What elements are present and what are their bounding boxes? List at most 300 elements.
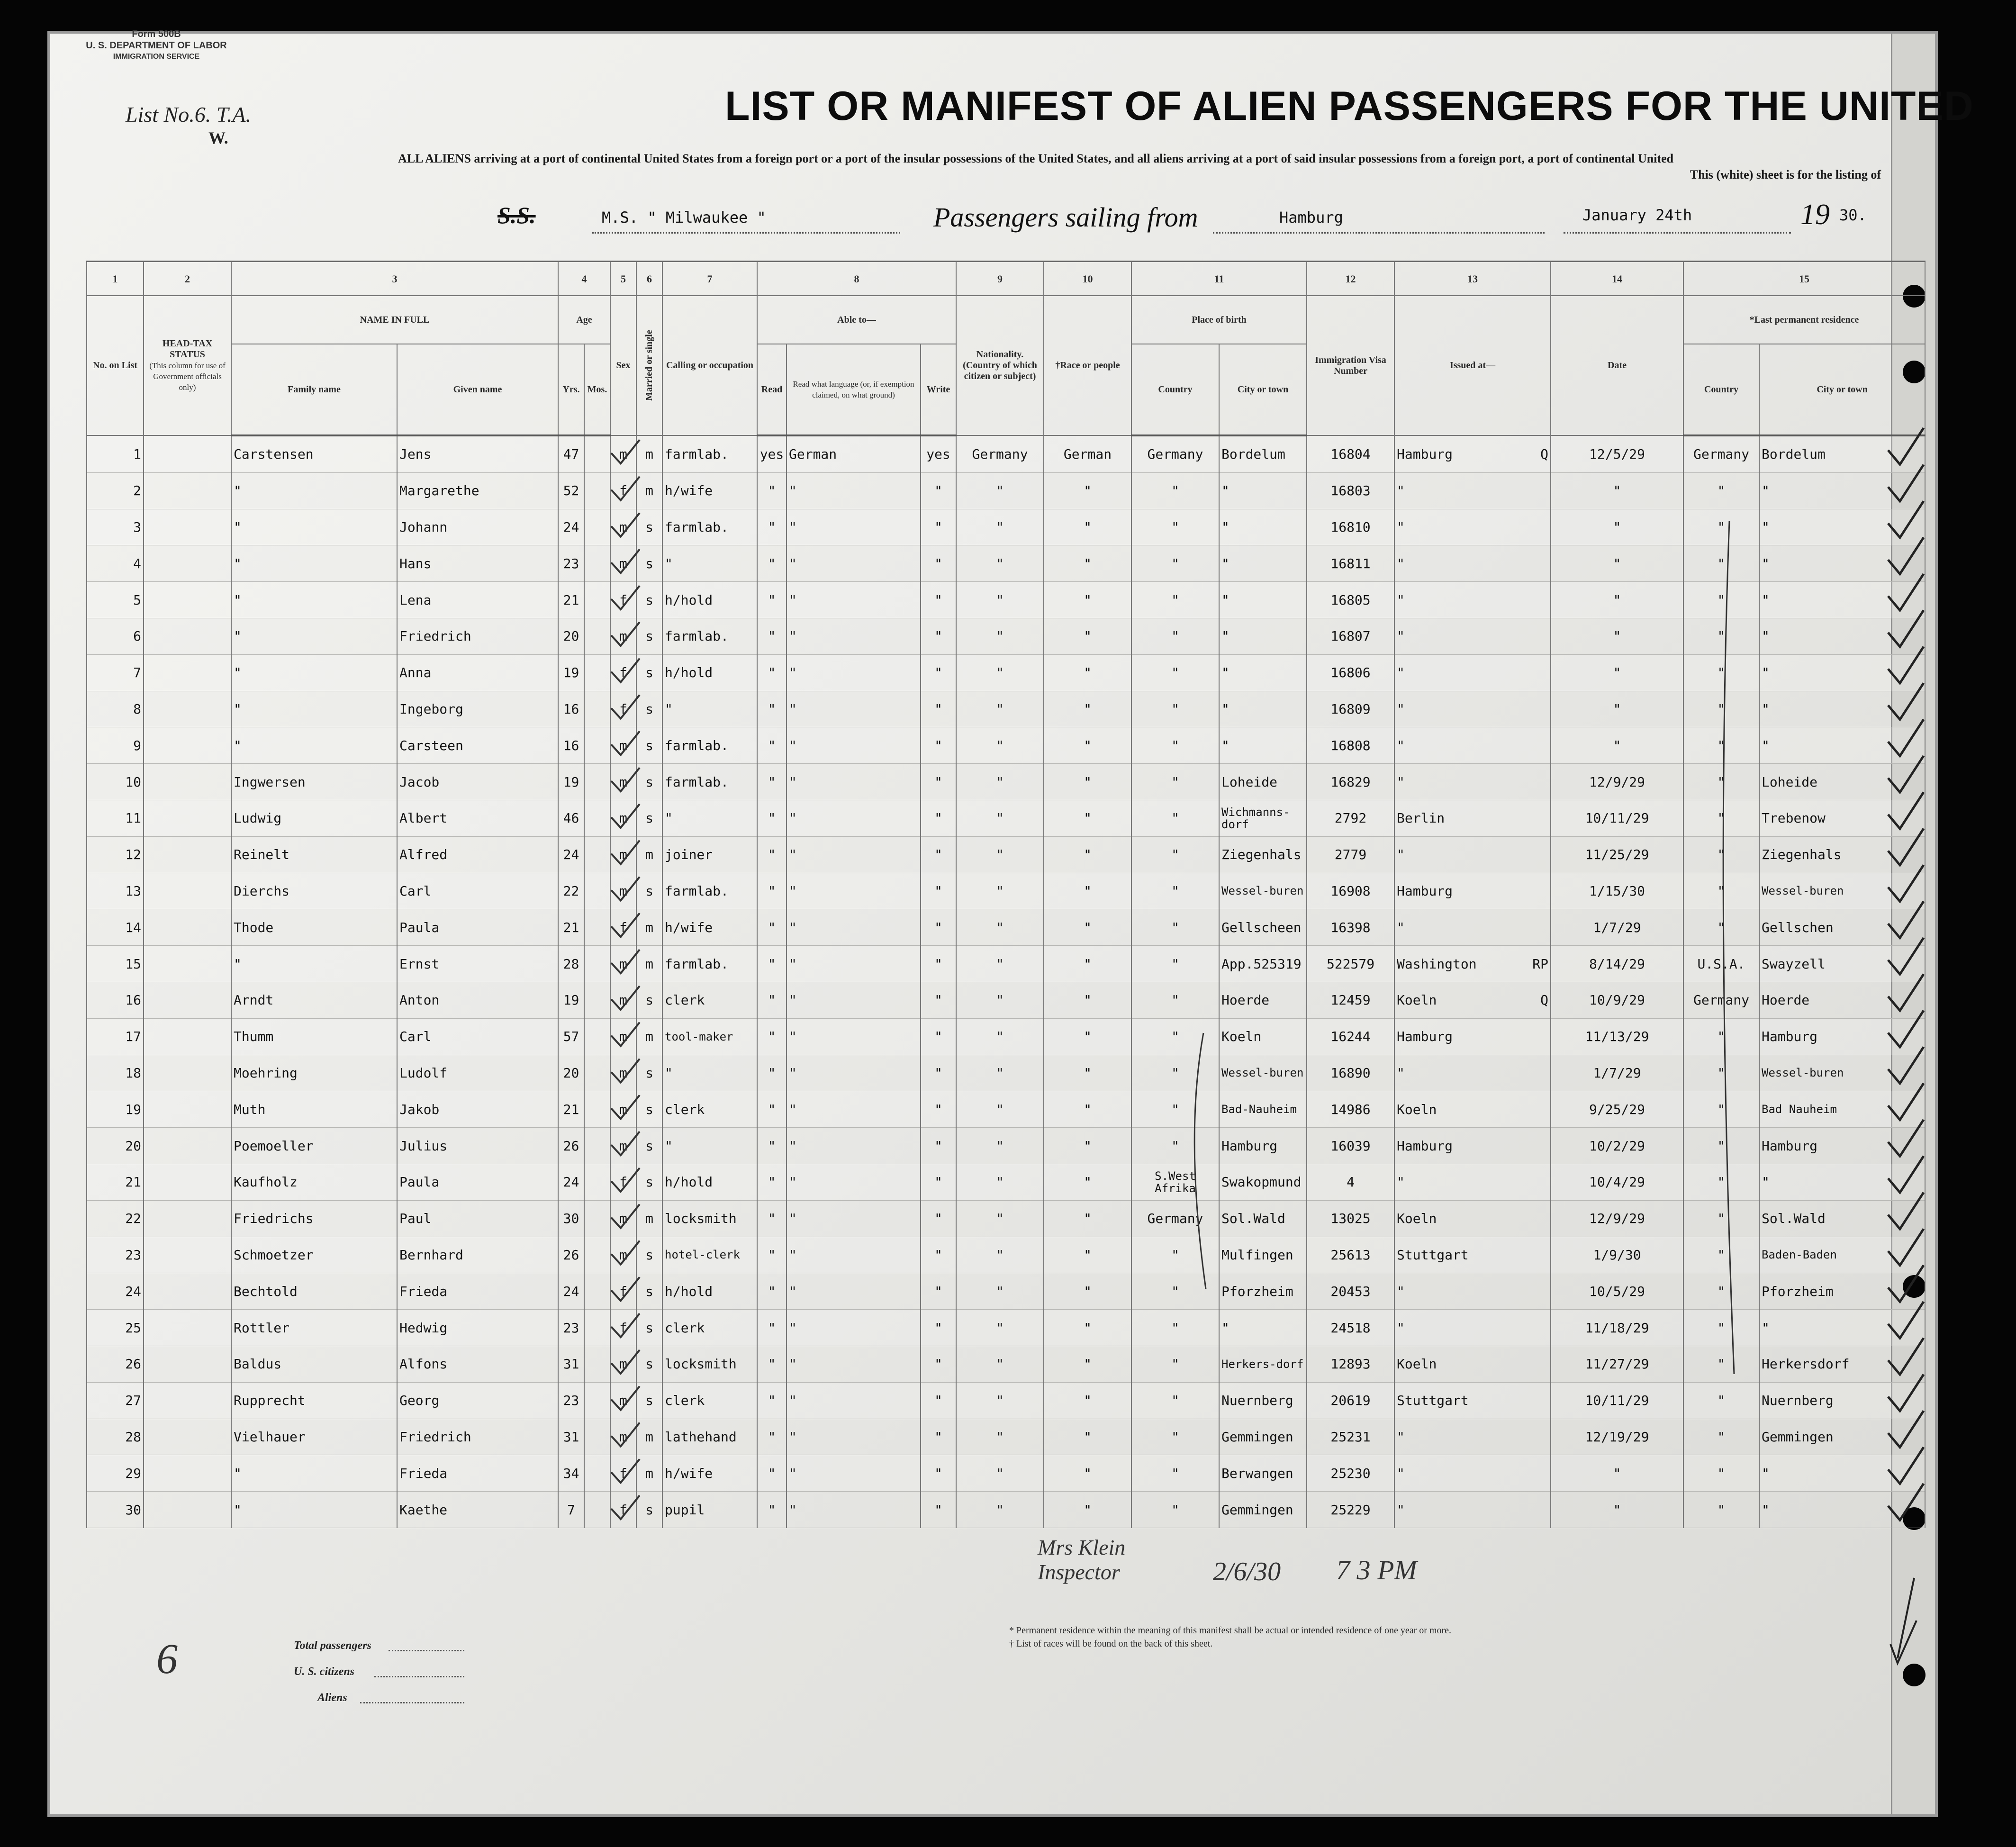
instruction-line-1: ALL ALIENS arriving at a port of continental United States from a foreign port or a port of the insular possessions of the United States, and all aliens arriving at a port of said insular possessions from a foreign port, a port of continental United	[398, 152, 1674, 165]
birth-city-cell: "	[1219, 509, 1307, 545]
race-header: †Race or people	[1044, 296, 1131, 435]
race-cell: "	[1044, 509, 1131, 545]
given-name-cell: Frieda	[397, 1273, 558, 1310]
instruction-line-2: This (white) sheet is for the listing of	[1690, 168, 1881, 181]
issued-at-cell: Stuttgart	[1394, 1237, 1551, 1273]
marital-status-cell: s	[636, 1091, 662, 1128]
sex-cell: m	[610, 727, 636, 764]
visa-number-cell: 20619	[1307, 1382, 1394, 1419]
issued-at-cell: "	[1394, 1455, 1551, 1492]
mos-header: Mos.	[584, 344, 610, 435]
row-number: 6	[87, 618, 144, 654]
visa-number-cell: 12893	[1307, 1346, 1394, 1382]
res-city-header: City or town	[1759, 344, 1925, 435]
given-name-cell: Hedwig	[397, 1310, 558, 1346]
given-name-cell: Carl	[397, 1018, 558, 1055]
birth-city-cell: App.525319	[1219, 946, 1307, 982]
occupation-cell: tool-maker	[662, 1018, 757, 1055]
occupation-cell: clerk	[662, 1091, 757, 1128]
row-number: 17	[87, 1018, 144, 1055]
ship-name: M.S. " Milwaukee "	[602, 208, 766, 226]
nationality-cell: "	[956, 545, 1044, 582]
birth-city-cell: "	[1219, 727, 1307, 764]
read-cell: "	[757, 1455, 787, 1492]
age-years-cell: 52	[558, 472, 584, 509]
family-name-cell: "	[231, 727, 397, 764]
residence-country-cell: "	[1683, 1237, 1759, 1273]
age-years-cell: 31	[558, 1419, 584, 1455]
visa-date-cell: 11/27/29	[1551, 1346, 1683, 1382]
given-name-cell: Georg	[397, 1382, 558, 1419]
residence-city-cell: Gemmingen	[1759, 1419, 1925, 1455]
occupation-cell: lathehand	[662, 1419, 757, 1455]
write-cell: "	[921, 873, 956, 909]
write-cell: "	[921, 946, 956, 982]
marital-status-cell: m	[636, 836, 662, 873]
marital-status-cell: s	[636, 509, 662, 545]
issued-at-cell: Hamburg	[1394, 873, 1551, 909]
residence-country-cell: "	[1683, 1018, 1759, 1055]
residence-city-cell: Hoerde	[1759, 982, 1925, 1018]
visa-date-cell: "	[1551, 654, 1683, 691]
read-cell: "	[757, 582, 787, 618]
race-cell: "	[1044, 800, 1131, 836]
race-cell: "	[1044, 1273, 1131, 1310]
marital-status-cell: s	[636, 727, 662, 764]
age-years-cell: 19	[558, 764, 584, 800]
read-cell: "	[757, 654, 787, 691]
issued-at-cell: "	[1394, 618, 1551, 654]
write-cell: "	[921, 764, 956, 800]
residence-city-cell: Sol.Wald	[1759, 1200, 1925, 1237]
birth-country-cell: "	[1131, 727, 1219, 764]
sex-cell: m	[610, 800, 636, 836]
sailing-label: Passengers sailing from	[933, 202, 1198, 233]
row-number: 22	[87, 1200, 144, 1237]
marital-status-cell: s	[636, 764, 662, 800]
visa-number-cell: 16805	[1307, 582, 1394, 618]
residence-country-cell: "	[1683, 1455, 1759, 1492]
sex-cell: m	[610, 1128, 636, 1164]
write-cell: "	[921, 1091, 956, 1128]
family-name-cell: Ludwig	[231, 800, 397, 836]
visa-date-cell: 1/7/29	[1551, 1055, 1683, 1091]
age-check-mark	[611, 622, 640, 646]
family-name-cell: Bechtold	[231, 1273, 397, 1310]
race-cell: "	[1044, 836, 1131, 873]
language-cell: "	[787, 946, 921, 982]
visa-number-cell: 13025	[1307, 1200, 1394, 1237]
language-cell: "	[787, 582, 921, 618]
age-check-mark	[611, 1277, 640, 1301]
birth-country-cell: "	[1131, 618, 1219, 654]
sex-cell: m	[610, 509, 636, 545]
issued-at-cell: "	[1394, 545, 1551, 582]
birth-city-cell: Wessel-buren	[1219, 1055, 1307, 1091]
birth-city-cell: Wichmanns-dorf	[1219, 800, 1307, 836]
read-cell: yes	[757, 435, 787, 472]
visa-header: Immigration Visa Number	[1307, 296, 1394, 435]
race-cell: "	[1044, 1200, 1131, 1237]
birth-country-cell: "	[1131, 509, 1219, 545]
read-cell: "	[757, 800, 787, 836]
nationality-cell: "	[956, 764, 1044, 800]
residence-city-cell: "	[1759, 691, 1925, 727]
given-name-cell: Alfred	[397, 836, 558, 873]
race-cell: "	[1044, 1382, 1131, 1419]
family-name-cell: "	[231, 582, 397, 618]
race-cell: "	[1044, 1091, 1131, 1128]
sex-cell: f	[610, 1164, 636, 1200]
write-cell: "	[921, 654, 956, 691]
age-years-cell: 21	[558, 1091, 584, 1128]
row-number: 28	[87, 1419, 144, 1455]
family-name-cell: "	[231, 654, 397, 691]
read-cell: "	[757, 545, 787, 582]
nationality-cell: "	[956, 1055, 1044, 1091]
visa-date-cell: "	[1551, 727, 1683, 764]
issued-at-cell: "	[1394, 1055, 1551, 1091]
age-years-cell: 57	[558, 1018, 584, 1055]
issued-at-cell: "	[1394, 472, 1551, 509]
visa-date-cell: "	[1551, 582, 1683, 618]
row-check-mark	[1888, 719, 1924, 756]
sex-cell: m	[610, 1346, 636, 1382]
visa-date-cell: 10/11/29	[1551, 1382, 1683, 1419]
write-cell: "	[921, 1382, 956, 1419]
occupation-cell: h/wife	[662, 1455, 757, 1492]
nationality-cell: "	[956, 509, 1044, 545]
birth-country-cell: "	[1131, 1091, 1219, 1128]
age-check-mark	[611, 877, 640, 900]
language-cell: "	[787, 1455, 921, 1492]
marital-status-cell: s	[636, 800, 662, 836]
birth-city-cell: Swakopmund	[1219, 1164, 1307, 1200]
race-cell: "	[1044, 545, 1131, 582]
nationality-cell: "	[956, 1455, 1044, 1492]
family-name-cell: "	[231, 545, 397, 582]
birth-country-cell: "	[1131, 946, 1219, 982]
col-num: 11	[1131, 262, 1307, 296]
visa-date-cell: "	[1551, 472, 1683, 509]
col-num: 5	[610, 262, 636, 296]
age-check-mark	[611, 1204, 640, 1228]
read-cell: "	[757, 1273, 787, 1310]
family-name-cell: Friedrichs	[231, 1200, 397, 1237]
year-suffix: 30.	[1839, 206, 1867, 224]
row-number: 14	[87, 909, 144, 946]
issued-at-code: Q	[1540, 446, 1549, 462]
visa-date-cell: 8/14/29	[1551, 946, 1683, 982]
occupation-cell: clerk	[662, 982, 757, 1018]
occupation-cell: h/wife	[662, 909, 757, 946]
residence-country-cell: "	[1683, 1346, 1759, 1382]
sex-cell: m	[610, 764, 636, 800]
age-check-mark	[611, 1495, 640, 1519]
sex-cell: m	[610, 545, 636, 582]
row-check-mark	[1888, 1120, 1924, 1156]
given-name-cell: Jakob	[397, 1091, 558, 1128]
birth-country-header: Country	[1131, 344, 1219, 435]
residence-country-cell: "	[1683, 1164, 1759, 1200]
residence-country-cell: "	[1683, 800, 1759, 836]
birth-country-cell: "	[1131, 1492, 1219, 1528]
sex-cell: f	[610, 1492, 636, 1528]
family-name-cell: Baldus	[231, 1346, 397, 1382]
occupation-cell: h/hold	[662, 1164, 757, 1200]
manifest-title: LIST OR MANIFEST OF ALIEN PASSENGERS FOR THE UNITED	[725, 83, 1974, 129]
row-number: 21	[87, 1164, 144, 1200]
birth-city-cell: Gemmingen	[1219, 1492, 1307, 1528]
residence-city-cell: "	[1759, 618, 1925, 654]
visa-number-cell: 14986	[1307, 1091, 1394, 1128]
residence-city-cell: Hamburg	[1759, 1128, 1925, 1164]
family-name-header: Family name	[231, 344, 397, 435]
issued-at-code: Q	[1540, 992, 1549, 1008]
occupation-cell: "	[662, 1128, 757, 1164]
write-cell: "	[921, 1419, 956, 1455]
write-cell: "	[921, 1455, 956, 1492]
family-name-cell: Rottler	[231, 1310, 397, 1346]
birth-country-cell: "	[1131, 836, 1219, 873]
row-check-mark	[1888, 1229, 1924, 1265]
residence-city-cell: Trebenow	[1759, 800, 1925, 836]
residence-country-cell: "	[1683, 691, 1759, 727]
issued-at-cell: "	[1394, 1164, 1551, 1200]
birth-city-cell: Pforzheim	[1219, 1273, 1307, 1310]
family-name-cell: Moehring	[231, 1055, 397, 1091]
race-cell: "	[1044, 1310, 1131, 1346]
birth-country-cell: "	[1131, 1018, 1219, 1055]
age-years-cell: 21	[558, 582, 584, 618]
race-cell: "	[1044, 1128, 1131, 1164]
language-cell: "	[787, 654, 921, 691]
footnote-residence: * Permanent residence within the meaning of this manifest shall be actual or intended residence of one year or more.	[1009, 1625, 1452, 1636]
birth-city-cell: Hamburg	[1219, 1128, 1307, 1164]
occupation-header: Calling or occupation	[662, 296, 757, 435]
visa-number-cell: 16811	[1307, 545, 1394, 582]
residence-country-cell: "	[1683, 1382, 1759, 1419]
read-cell: "	[757, 1492, 787, 1528]
age-years-cell: 23	[558, 1310, 584, 1346]
race-cell: "	[1044, 1492, 1131, 1528]
nationality-cell: "	[956, 873, 1044, 909]
family-name-cell: Ingwersen	[231, 764, 397, 800]
row-number: 4	[87, 545, 144, 582]
department-name: U. S. DEPARTMENT OF LABOR	[86, 40, 227, 51]
birth-country-cell: S.West Afrika	[1131, 1164, 1219, 1200]
visa-date-cell: 12/19/29	[1551, 1419, 1683, 1455]
visa-date-cell: 12/5/29	[1551, 435, 1683, 472]
aliens-label: Aliens	[317, 1692, 347, 1704]
race-cell: "	[1044, 472, 1131, 509]
residence-city-cell: Nuernberg	[1759, 1382, 1925, 1419]
read-cell: "	[757, 1382, 787, 1419]
marital-status-cell: m	[636, 435, 662, 472]
row-number: 29	[87, 1455, 144, 1492]
sex-cell: f	[610, 909, 636, 946]
row-check-mark	[1888, 1193, 1924, 1229]
family-name-cell: "	[231, 946, 397, 982]
write-cell: "	[921, 1273, 956, 1310]
residence-country-cell: Germany	[1683, 982, 1759, 1018]
row-check-mark	[1888, 1338, 1924, 1375]
nationality-cell: "	[956, 1091, 1044, 1128]
nationality-cell: "	[956, 1164, 1044, 1200]
age-years-cell: 31	[558, 1346, 584, 1382]
sex-cell: f	[610, 472, 636, 509]
birth-city-cell: "	[1219, 691, 1307, 727]
age-years-cell: 20	[558, 1055, 584, 1091]
nationality-cell: "	[956, 1273, 1044, 1310]
race-cell: "	[1044, 727, 1131, 764]
age-check-mark	[611, 1386, 640, 1410]
residence-country-cell: "	[1683, 472, 1759, 509]
race-cell: "	[1044, 691, 1131, 727]
visa-date-cell: 1/9/30	[1551, 1237, 1683, 1273]
inspector-signature: Mrs Klein Inspector	[1038, 1535, 1126, 1584]
family-name-cell: "	[231, 618, 397, 654]
given-name-cell: Albert	[397, 800, 558, 836]
col-num: 6	[636, 262, 662, 296]
age-years-cell: 16	[558, 691, 584, 727]
read-cell: "	[757, 946, 787, 982]
visa-number-cell: 20453	[1307, 1273, 1394, 1310]
visa-date-cell: "	[1551, 545, 1683, 582]
age-check-mark	[611, 586, 640, 609]
family-name-cell: Reinelt	[231, 836, 397, 873]
visa-number-cell: 16039	[1307, 1128, 1394, 1164]
given-name-cell: Johann	[397, 509, 558, 545]
birth-city-cell: Sol.Wald	[1219, 1200, 1307, 1237]
residence-country-cell: "	[1683, 1128, 1759, 1164]
birth-city-cell: Loheide	[1219, 764, 1307, 800]
read-cell: "	[757, 1055, 787, 1091]
issued-at-cell: "	[1394, 727, 1551, 764]
row-number: 23	[87, 1237, 144, 1273]
row-number: 11	[87, 800, 144, 836]
age-years-cell: 26	[558, 1237, 584, 1273]
given-name-cell: Carsteen	[397, 727, 558, 764]
row-number: 25	[87, 1310, 144, 1346]
age-check-mark	[611, 477, 640, 500]
read-cell: "	[757, 1018, 787, 1055]
marital-status-cell: m	[636, 1455, 662, 1492]
given-name-cell: Hans	[397, 545, 558, 582]
row-number: 26	[87, 1346, 144, 1382]
visa-number-cell: 16803	[1307, 472, 1394, 509]
family-name-cell: Muth	[231, 1091, 397, 1128]
residence-city-cell: Bad Nauheim	[1759, 1091, 1925, 1128]
race-cell: "	[1044, 654, 1131, 691]
birth-country-cell: "	[1131, 764, 1219, 800]
birth-city-cell: Bordelum	[1219, 435, 1307, 472]
nationality-cell: "	[956, 946, 1044, 982]
family-name-cell: "	[231, 509, 397, 545]
residence-city-cell: "	[1759, 582, 1925, 618]
col-num: 9	[956, 262, 1044, 296]
sex-cell: f	[610, 654, 636, 691]
nationality-cell: "	[956, 727, 1044, 764]
visa-number-cell: 12459	[1307, 982, 1394, 1018]
language-cell: "	[787, 509, 921, 545]
write-cell: "	[921, 982, 956, 1018]
marital-status-cell: s	[636, 582, 662, 618]
sex-cell: f	[610, 582, 636, 618]
row-check-mark	[1888, 465, 1924, 501]
residence-city-cell: "	[1759, 509, 1925, 545]
race-cell: "	[1044, 873, 1131, 909]
issued-at-cell: "	[1394, 1310, 1551, 1346]
nationality-cell: "	[956, 1237, 1044, 1273]
marital-status-cell: m	[636, 1200, 662, 1237]
residence-country-cell: "	[1683, 764, 1759, 800]
occupation-cell: farmlab.	[662, 873, 757, 909]
read-cell: "	[757, 873, 787, 909]
occupation-cell: "	[662, 1055, 757, 1091]
visa-date-cell: 12/9/29	[1551, 764, 1683, 800]
occupation-cell: h/hold	[662, 582, 757, 618]
row-check-mark	[1888, 938, 1924, 974]
col-num: 8	[757, 262, 956, 296]
occupation-cell: farmlab.	[662, 946, 757, 982]
write-cell: "	[921, 1492, 956, 1528]
age-years-cell: 46	[558, 800, 584, 836]
row-check-mark	[1888, 1156, 1924, 1193]
age-years-cell: 24	[558, 1164, 584, 1200]
date-header: Date	[1551, 296, 1683, 435]
read-cell: "	[757, 764, 787, 800]
birth-country-cell: "	[1131, 1419, 1219, 1455]
col-num: 7	[662, 262, 757, 296]
issued-at-cell: Berlin	[1394, 800, 1551, 836]
language-cell: "	[787, 691, 921, 727]
given-name-cell: Margarethe	[397, 472, 558, 509]
residence-city-cell: "	[1759, 727, 1925, 764]
list-suffix: W.	[208, 128, 228, 147]
no-on-list-header: No. on List	[87, 296, 144, 435]
language-cell: "	[787, 982, 921, 1018]
visa-date-cell: 10/5/29	[1551, 1273, 1683, 1310]
row-check-mark	[1888, 1302, 1924, 1338]
visa-date-cell: 10/4/29	[1551, 1164, 1683, 1200]
given-name-cell: Paula	[397, 909, 558, 946]
age-check-mark	[611, 1023, 640, 1046]
row-check-mark	[1888, 501, 1924, 537]
birth-country-cell: Germany	[1131, 435, 1219, 472]
birth-city-cell: "	[1219, 618, 1307, 654]
visa-number-cell: 25230	[1307, 1455, 1394, 1492]
col-num: 10	[1044, 262, 1131, 296]
residence-city-cell: Swayzell	[1759, 946, 1925, 982]
write-cell: "	[921, 800, 956, 836]
race-cell: "	[1044, 1237, 1131, 1273]
row-number: 24	[87, 1273, 144, 1310]
marital-status-cell: m	[636, 909, 662, 946]
aliens-dotline	[360, 1702, 464, 1703]
row-check-mark	[1888, 1411, 1924, 1447]
read-cell: "	[757, 836, 787, 873]
visa-date-cell: "	[1551, 618, 1683, 654]
age-years-cell: 20	[558, 618, 584, 654]
marital-status-cell: s	[636, 691, 662, 727]
visa-number-cell: 2779	[1307, 836, 1394, 873]
nationality-cell: "	[956, 691, 1044, 727]
list-number: List No.6. T.A.	[126, 102, 251, 127]
birth-country-cell: "	[1131, 691, 1219, 727]
residence-country-cell: "	[1683, 545, 1759, 582]
residence-city-cell: Wessel-buren	[1759, 873, 1925, 909]
